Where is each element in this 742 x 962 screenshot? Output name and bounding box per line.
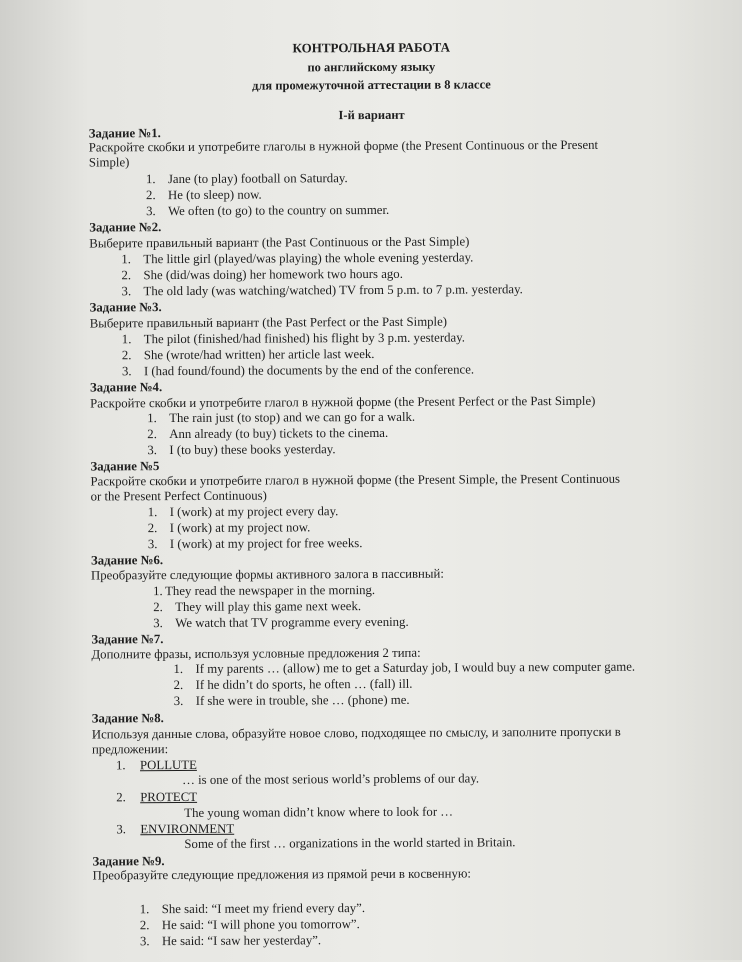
task-6-item: 1. They read the newspaper in the morning. xyxy=(153,582,376,599)
document-subject: по английскому языку xyxy=(307,59,436,75)
task-7-item: 1. If my parents … (allow) me to get a Saturday job, I would buy a new computer game. xyxy=(173,659,636,677)
task-4-item: 3. I (to buy) these books yesterday. xyxy=(147,442,336,458)
task-1-heading: Задание №1. xyxy=(88,126,161,141)
task-8-instruction: предложении: xyxy=(91,742,169,757)
task-5-item: 3. I (work) at my project for free weeks. xyxy=(147,536,363,552)
task-1-instruction: Simple) xyxy=(88,155,130,170)
task-2-item: 2. She (did/was doing) her homework two hours ago. xyxy=(121,266,403,283)
task-9-item: 2. He said: “I will phone you tomorrow”. xyxy=(139,917,360,933)
task-5-heading: Задание №5 xyxy=(90,459,160,474)
task-2-item: 3. The old lady (was watching/watched) TV from 5 p.m. to 7 p.m. yesterday. xyxy=(121,282,523,299)
document-title: КОНТРОЛЬНАЯ РАБОТА xyxy=(292,39,451,56)
task-7-item: 2. If he didn’t do sports, he often … (fall) ill. xyxy=(173,676,413,693)
variant-label: I-й вариант xyxy=(338,107,405,123)
task-4-instruction: Раскройте скобки и употребите глагол в нужной форме (the Present Perfect or the Past Simple) xyxy=(90,393,596,411)
task-7-heading: Задание №7. xyxy=(91,632,164,647)
task-9-item: 3. He said: “I saw her yesterday”. xyxy=(139,933,322,949)
task-8-instruction: Используя данные слова, образуйте новое слово, подходящее по смыслу, и заполните пропуски в xyxy=(91,724,621,742)
task-3-item: 3. I (had found/found) the documents by the end of the conference. xyxy=(121,362,475,379)
task-5-instruction: or the Present Perfect Continuous) xyxy=(90,488,267,504)
task-4-item: 1. The rain just (to stop) and we can go for a walk. xyxy=(147,409,416,426)
task-7-item: 3. If she were in trouble, she … (phone) me. xyxy=(173,692,410,709)
task-5-item: 1. I (work) at my project every day. xyxy=(147,504,339,520)
task-8-item-sentence: Some of the first … organizations in the world started in Britain. xyxy=(184,835,516,851)
task-3-heading: Задание №3. xyxy=(89,300,162,315)
task-6-item: 2. They will play this game next week. xyxy=(153,599,362,615)
task-9-instruction: Преобразуйте следующие предложения из прямой речи в косвенную: xyxy=(92,866,472,883)
task-6-heading: Задание №6. xyxy=(90,553,164,568)
task-6-instruction: Преобразуйте следующие формы активного залога в пассивный: xyxy=(90,566,444,583)
task-3-item: 2. She (wrote/had written) her article last week. xyxy=(121,346,375,363)
task-8-item-word: 3. ENVIRONMENT xyxy=(116,821,235,837)
task-1-item: 2. He (to sleep) now. xyxy=(145,187,262,203)
task-2-heading: Задание №2. xyxy=(89,220,162,235)
task-8-heading: Задание №8. xyxy=(91,711,164,726)
task-9-item: 1. She said: “I meet my friend every day”. xyxy=(139,901,366,917)
task-4-item: 2. Ann already (to buy) tickets to the cinema. xyxy=(147,425,389,442)
document-purpose: для промежуточной аттестации в 8 классе xyxy=(252,77,491,93)
task-2-instruction: Выберите правильный вариант (the Past Continuous or the Past Simple) xyxy=(89,234,470,251)
task-5-instruction: Раскройте скобки и употребите глагол в нужной форме (the Present Simple, the Present Continuous xyxy=(90,471,621,489)
task-8-item-sentence: … is one of the most serious world’s problems of our day. xyxy=(182,771,480,787)
task-2-item: 1. The little girl (played/was playing) the whole evening yesterday. xyxy=(121,250,474,267)
task-8-item-word: 2. PROTECT xyxy=(116,789,198,805)
task-7-instruction: Дополните фразы, используя условные предложения 2 типа: xyxy=(91,645,421,662)
task-4-heading: Задание №4. xyxy=(89,380,163,395)
task-3-instruction: Выберите правильный вариант (the Past Perfect or the Past Simple) xyxy=(89,314,448,331)
task-1-item: 1. Jane (to play) football on Saturday. xyxy=(145,171,348,187)
task-6-item: 3. We watch that TV programme every evening. xyxy=(153,614,409,631)
task-3-item: 1. The pilot (finished/had finished) his flight by 3 p.m. yesterday. xyxy=(121,330,465,347)
task-8-item-sentence: The young woman didn’t know where to look for … xyxy=(184,804,454,820)
task-9-heading: Задание №9. xyxy=(92,854,165,869)
task-5-item: 2. I (work) at my project now. xyxy=(147,520,311,536)
task-8-item-word: 1. POLLUTE xyxy=(115,757,197,773)
task-1-item: 3. We often (to go) to the country on summer. xyxy=(146,202,390,219)
task-1-instruction: Раскройте скобки и употребите глаголы в нужной форме (the Present Continuous or the Present xyxy=(88,137,599,155)
